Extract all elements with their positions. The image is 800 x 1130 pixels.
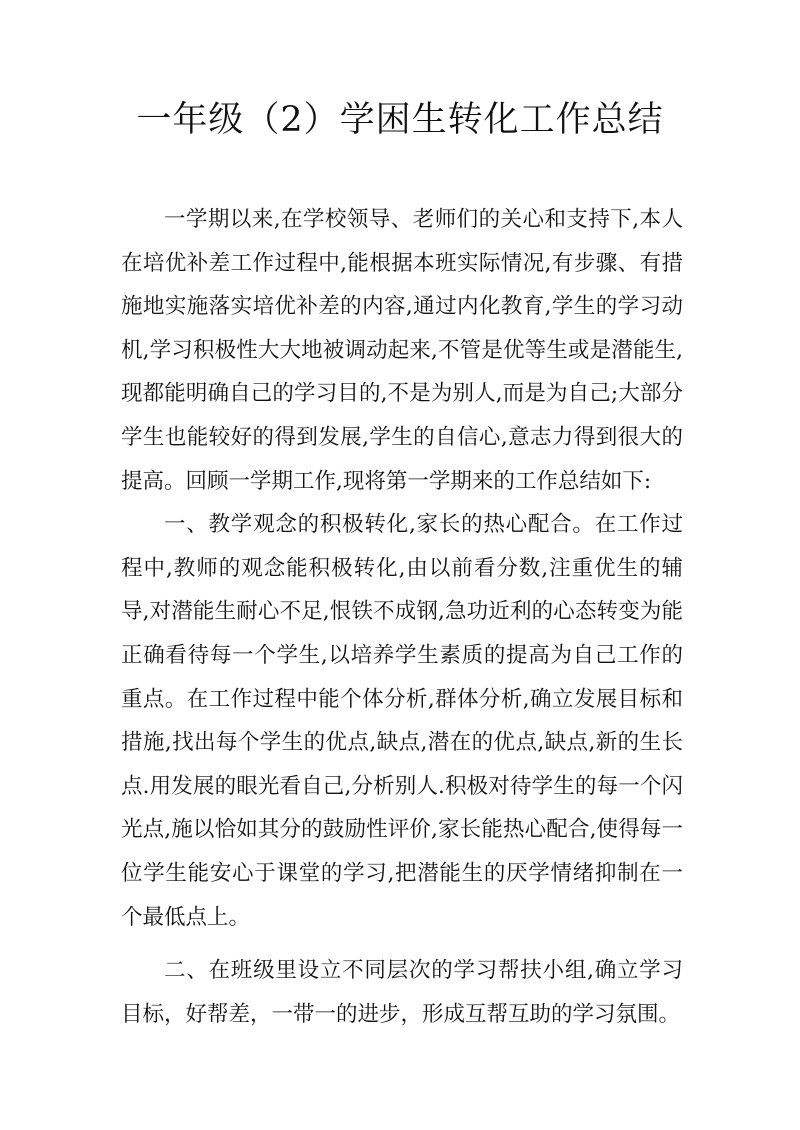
paragraph-section-2: 二、在班级里设立不同层次的学习帮扶小组,确立学习目标，好帮差，一带一的进步，形成互帮互助的学习氛围。 xyxy=(121,958,683,1027)
paragraph-intro: 一学期以来,在学校领导、老师们的关心和支持下,本人在培优补差工作过程中,能根据本班实际情况,有步骤、有措施地实施落实培优补差的内容,通过内化教育,学生的学习动机,学习积极性大大地被调动起来,不管是优等生或是潜能生,现都能明确自己的学习目的,不是为别人,而是为自己;大部分学生也能较好的得到发展,学生的自信心,意志力得到很大的提高。回顾一学期工作,现将第一学期来的工作总结如下: xyxy=(121,207,683,494)
document-title: 一年级（2）学困生转化工作总结 xyxy=(136,100,664,140)
document-body xyxy=(121,198,683,1036)
paragraph-section-1: 一、教学观念的积极转化,家长的热心配合。在工作过程中,教师的观念能积极转化,由以前看分数,注重优生的辅导,对潜能生耐心不足,恨铁不成钢,急功近利的心态转变为能正确看待每一个学生,以培养学生素质的提高为自己工作的重点。在工作过程中能个体分析,群体分析,确立发展目标和措施,找出每个学生的优点,缺点,潜在的优点,缺点,新的生长点.用发展的眼光看自己,分析别人.积极对待学生的每一个闪光点,施以恰如其分的鼓励性评价,家长能热心配合,使得每一位学生能安心于课堂的学习,把潜能生的厌学情绪抑制在一个最低点上。 xyxy=(121,512,683,930)
